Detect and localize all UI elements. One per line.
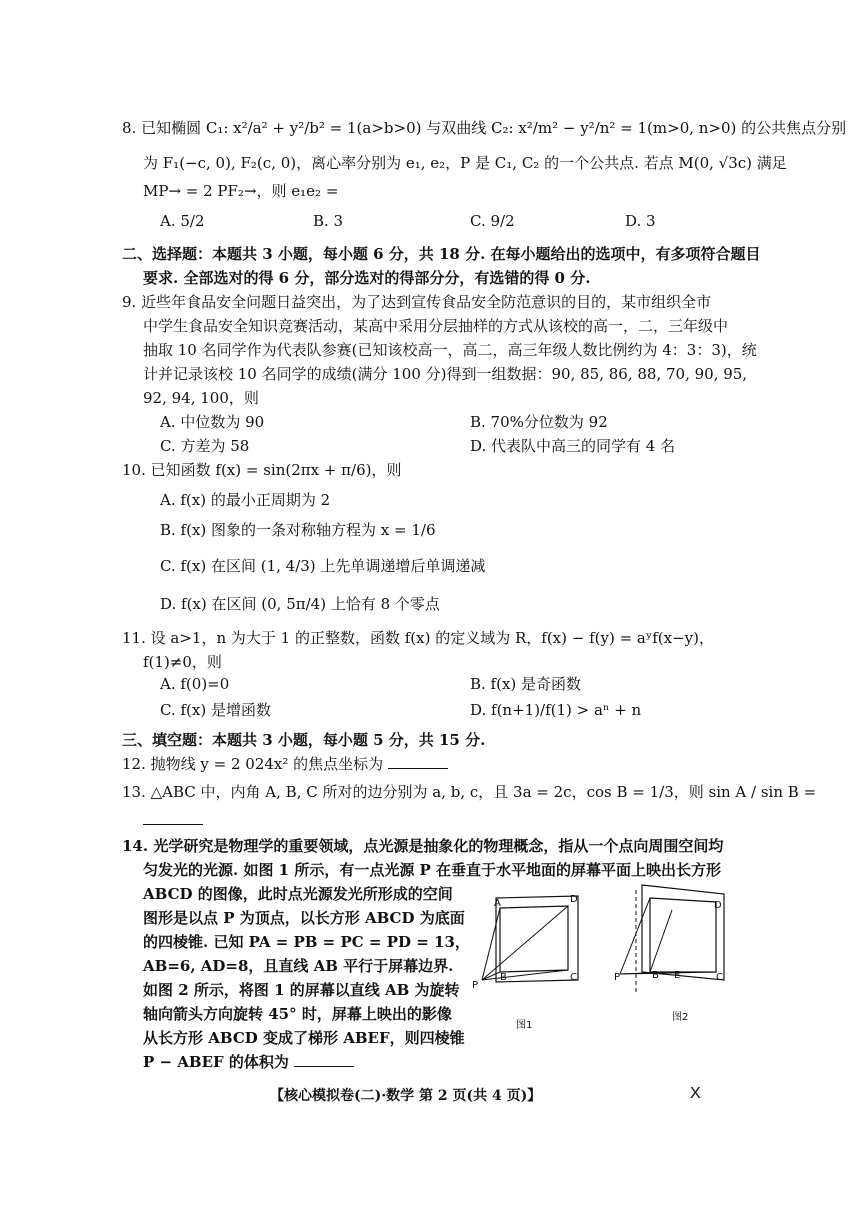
- section3-heading: 三、填空题：本题共 3 小题，每小题 5 分，共 15 分.: [122, 731, 486, 749]
- q9-line2: 中学生食品安全知识竞赛活动，某高中采用分层抽样的方式从该校的高一，二，三年级中: [143, 317, 729, 335]
- fig2-label-e: E: [674, 970, 681, 981]
- q14-line6: AB=6, AD=8，且直线 AB 平行于屏幕边界.: [143, 957, 454, 975]
- q14-line9: 从长方形 ABCD 变成了梯形 ABEF，则四棱锥: [143, 1029, 465, 1047]
- q9-line3: 抽取 10 名同学作为代表队参赛(已知该校高一，高二，高三年级人数比例约为 4：3：3)，统: [143, 341, 757, 359]
- corner-mark: X: [690, 1085, 701, 1102]
- fig1-screen: [496, 896, 578, 982]
- q14-line1: 14. 光学研究是物理学的重要领域，点光源是抽象化的物理概念，指从一个点向周围空间均: [122, 837, 724, 855]
- q10-option-d: D. f(x) 在区间 (0, 5π/4) 上恰有 8 个零点: [160, 595, 440, 613]
- section2-heading-line2: 要求. 全部选对的得 6 分，部分选对的得部分分，有选错的得 0 分.: [143, 269, 591, 287]
- fig2-rectangle-abcd: [650, 898, 716, 972]
- q8-option-b: B. 3: [313, 212, 344, 230]
- q9-line4: 计并记录该校 10 名同学的成绩(满分 100 分)得到一组数据：90, 85, 86, 88, 70, 90, 95,: [143, 365, 748, 383]
- q12-answer-blank: [388, 754, 448, 769]
- figure-2: [612, 880, 732, 1023]
- q12-text-line: [122, 754, 448, 774]
- page-footer: 【核心模拟卷(二)·数学 第 2 页(共 4 页)】: [270, 1088, 542, 1104]
- section2-heading-line1: 二、选择题：本题共 3 小题，每小题 6 分，共 18 分. 在每小题给出的选项中，有多项符合题目: [122, 245, 761, 263]
- q12-text: 12. 抛物线 y = 2 024x² 的焦点坐标为: [122, 755, 384, 773]
- q11-option-a: A. f(0)=0: [160, 675, 230, 693]
- q11-line1: 11. 设 a>1，n 为大于 1 的正整数，函数 f(x) 的定义域为 R，f(x) − f(y) = aʸf(x−y)，: [122, 629, 714, 647]
- q10-option-b: B. f(x) 图象的一条对称轴方程为 x = 1/6: [160, 521, 436, 539]
- fig1-label-b: B: [500, 972, 507, 983]
- fig1-caption: 图1: [516, 1020, 533, 1031]
- figure-1: [472, 888, 588, 1031]
- q14-line7: 如图 2 所示，将图 1 的屏幕以直线 AB 为旋转: [143, 981, 460, 999]
- q14-line8: 轴向箭头方向旋转 45° 时，屏幕上映出的影像: [143, 1005, 452, 1023]
- fig2-label-b: B: [652, 970, 659, 981]
- fig1-rectangle-abcd: [500, 906, 568, 972]
- q8-option-d: D. 3: [625, 212, 656, 230]
- q9-line5: 92, 94, 100，则: [143, 389, 259, 407]
- q9-option-b: B. 70%分位数为 92: [470, 413, 608, 431]
- q9-option-c: C. 方差为 58: [160, 437, 250, 455]
- q11-option-c: C. f(x) 是增函数: [160, 701, 271, 719]
- fig2-label-d: D: [714, 900, 722, 911]
- fig1-label-a: A: [494, 898, 501, 909]
- q8-option-a: A. 5/2: [160, 212, 205, 230]
- fig1-label-c: C: [570, 972, 577, 983]
- fig2-caption: 图2: [672, 1012, 689, 1023]
- q9-line1: 9. 近些年食品安全问题日益突出，为了达到宣传食品安全防范意识的目的，某市组织全市: [122, 293, 712, 311]
- fig1-label-d: D: [570, 894, 578, 905]
- q14-line2: 匀发光的光源. 如图 1 所示，有一点光源 P 在垂直于水平地面的屏幕平面上映出长方形: [143, 861, 722, 879]
- q8-line2: 为 F₁(−c, 0), F₂(c, 0)，离心率分别为 e₁, e₂，P 是 C₁, C₂ 的一个公共点. 若点 M(0, √3c) 满足: [143, 154, 787, 172]
- q14-line5: 的四棱锥. 已知 PA = PB = PC = PD = 13，: [143, 933, 470, 951]
- q8-option-c: C. 9/2: [470, 212, 515, 230]
- figure-2-drawing: [612, 880, 732, 1000]
- q9-option-a: A. 中位数为 90: [160, 413, 265, 431]
- q8-line3: MP→ = 2 PF₂→，则 e₁e₂ =: [143, 182, 339, 200]
- q11-option-d: D. f(n+1)/f(1) > aⁿ + n: [470, 701, 642, 719]
- q14-question-tail: P − ABEF 的体积为: [143, 1053, 289, 1071]
- q14-line3: ABCD 的图像，此时点光源发光所形成的空间: [143, 885, 453, 903]
- q9-option-d: D. 代表队中高三的同学有 4 名: [470, 437, 676, 455]
- q10-option-c: C. f(x) 在区间 (1, 4/3) 上先单调递增后单调递减: [160, 557, 486, 575]
- q14-line4: 图形是以点 P 为顶点，以长方形 ABCD 为底面: [143, 909, 465, 927]
- q14-answer-blank: [294, 1052, 354, 1067]
- fig2-rotated-screen-edge: [650, 910, 672, 972]
- q13-text: 13. △ABC 中，内角 A, B, C 所对的边分别为 a, b, c，且 3a = 2c，cos B = 1/3，则 sin A / sin B =: [122, 783, 817, 801]
- fig2-ray-pa: [620, 898, 650, 974]
- q14-line10: [143, 1052, 354, 1072]
- q8-line1: 8. 已知椭圆 C₁: x²/a² + y²/b² = 1(a>b>0) 与双曲线 C₂: x²/m² − y²/n² = 1(m>0, n>0) 的公共焦点分别: [122, 119, 847, 137]
- q13-answer-blank: [143, 810, 203, 825]
- q11-line2: f(1)≠0，则: [143, 653, 222, 671]
- q10-stem: 10. 已知函数 f(x) = sin(2πx + π/6)，则: [122, 461, 402, 479]
- q11-option-b: B. f(x) 是奇函数: [470, 675, 582, 693]
- fig1-ray-pa: [482, 908, 500, 980]
- q10-option-a: A. f(x) 的最小正周期为 2: [160, 491, 331, 509]
- fig2-label-c: C: [716, 972, 723, 983]
- fig2-screen: [642, 885, 724, 980]
- fig1-ray-pd: [482, 906, 568, 980]
- fig1-label-p: P: [472, 980, 479, 991]
- q13-answer-line: [143, 810, 203, 830]
- fig2-label-p: P: [614, 972, 621, 983]
